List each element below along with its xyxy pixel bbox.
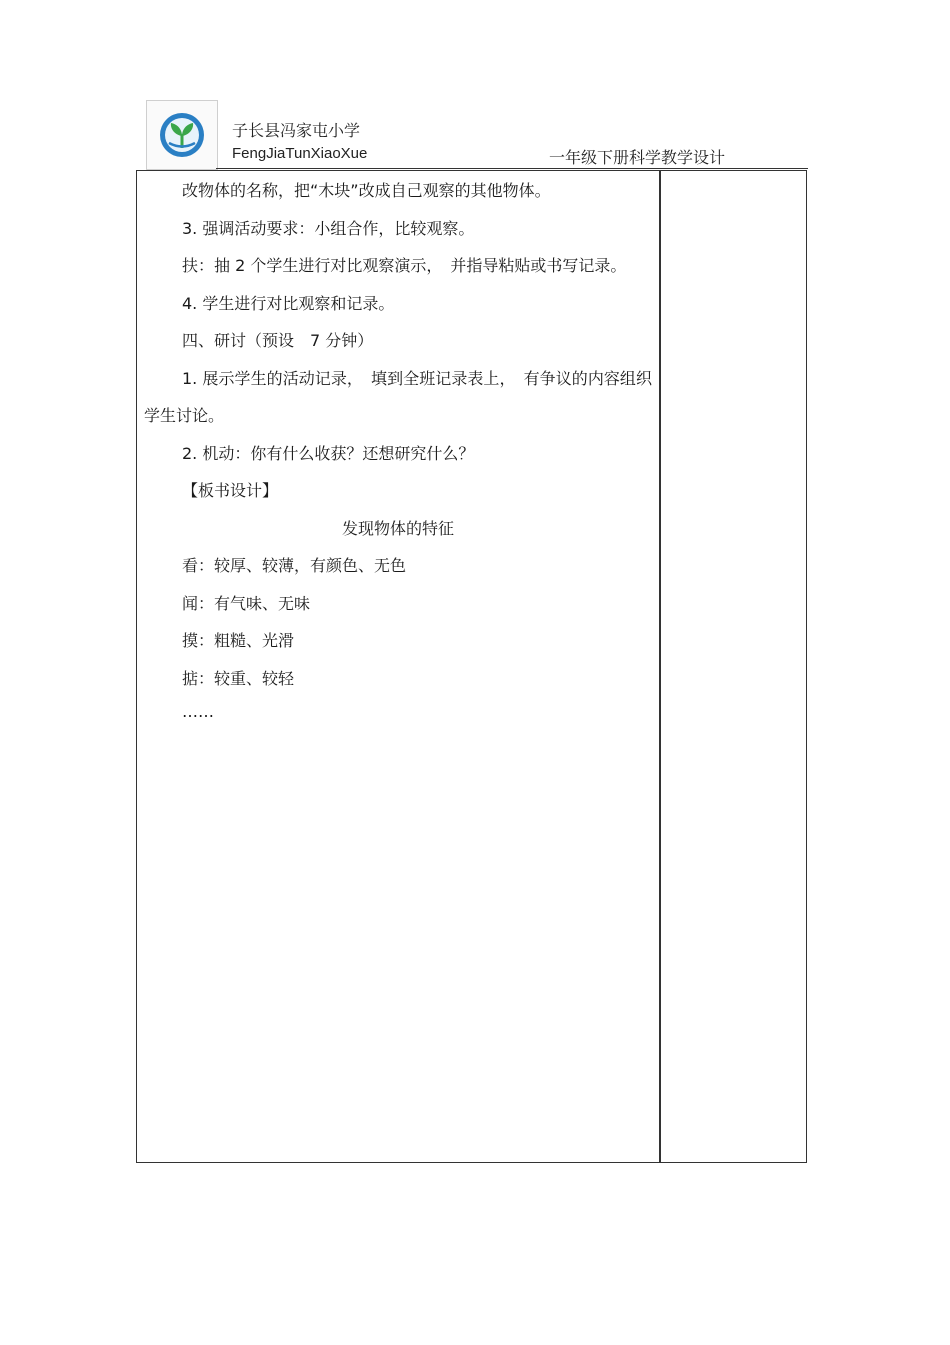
board-line: 掂：较重、较轻 bbox=[182, 668, 295, 688]
board-ellipsis: …… bbox=[182, 702, 214, 721]
content-line: 3. 强调活动要求：小组合作，比较观察。 bbox=[182, 218, 475, 238]
table-column-divider bbox=[659, 170, 661, 1163]
school-name: 子长县冯家屯小学 bbox=[232, 121, 361, 140]
board-line: 看：较厚、较薄，有颜色、无色 bbox=[182, 556, 407, 575]
content-line: 4. 学生进行对比观察和记录。 bbox=[182, 293, 395, 313]
board-title: 发现物体的特征 bbox=[341, 518, 454, 538]
section-heading: 四、研讨（预设 7 分钟） bbox=[182, 331, 374, 350]
board-design-heading: 【板书设计】 bbox=[182, 481, 279, 500]
content-line: 2. 机动：你有什么收获？还想研究什么？ bbox=[182, 443, 475, 463]
document-title: 一年级下册科学教学设计 bbox=[549, 148, 726, 167]
school-logo bbox=[146, 100, 218, 170]
content-line: 1. 展示学生的活动记录， 填到全班记录表上， 有争议的内容组织学生讨论。 bbox=[144, 368, 652, 425]
school-emblem-icon bbox=[157, 110, 207, 160]
lesson-content bbox=[144, 172, 652, 727]
content-line: 改物体的名称，把“木块”改成自己观察的其他物体。 bbox=[182, 181, 551, 200]
school-pinyin: FengJiaTunXiaoXue bbox=[232, 145, 368, 162]
content-line: 扶：抽 2 个学生进行对比观察演示， 并指导粘贴或书写记录。 bbox=[182, 256, 627, 275]
board-line: 闻：有气味、无味 bbox=[182, 593, 311, 613]
board-line: 摸：粗糙、光滑 bbox=[182, 631, 295, 650]
header-divider bbox=[216, 168, 808, 169]
